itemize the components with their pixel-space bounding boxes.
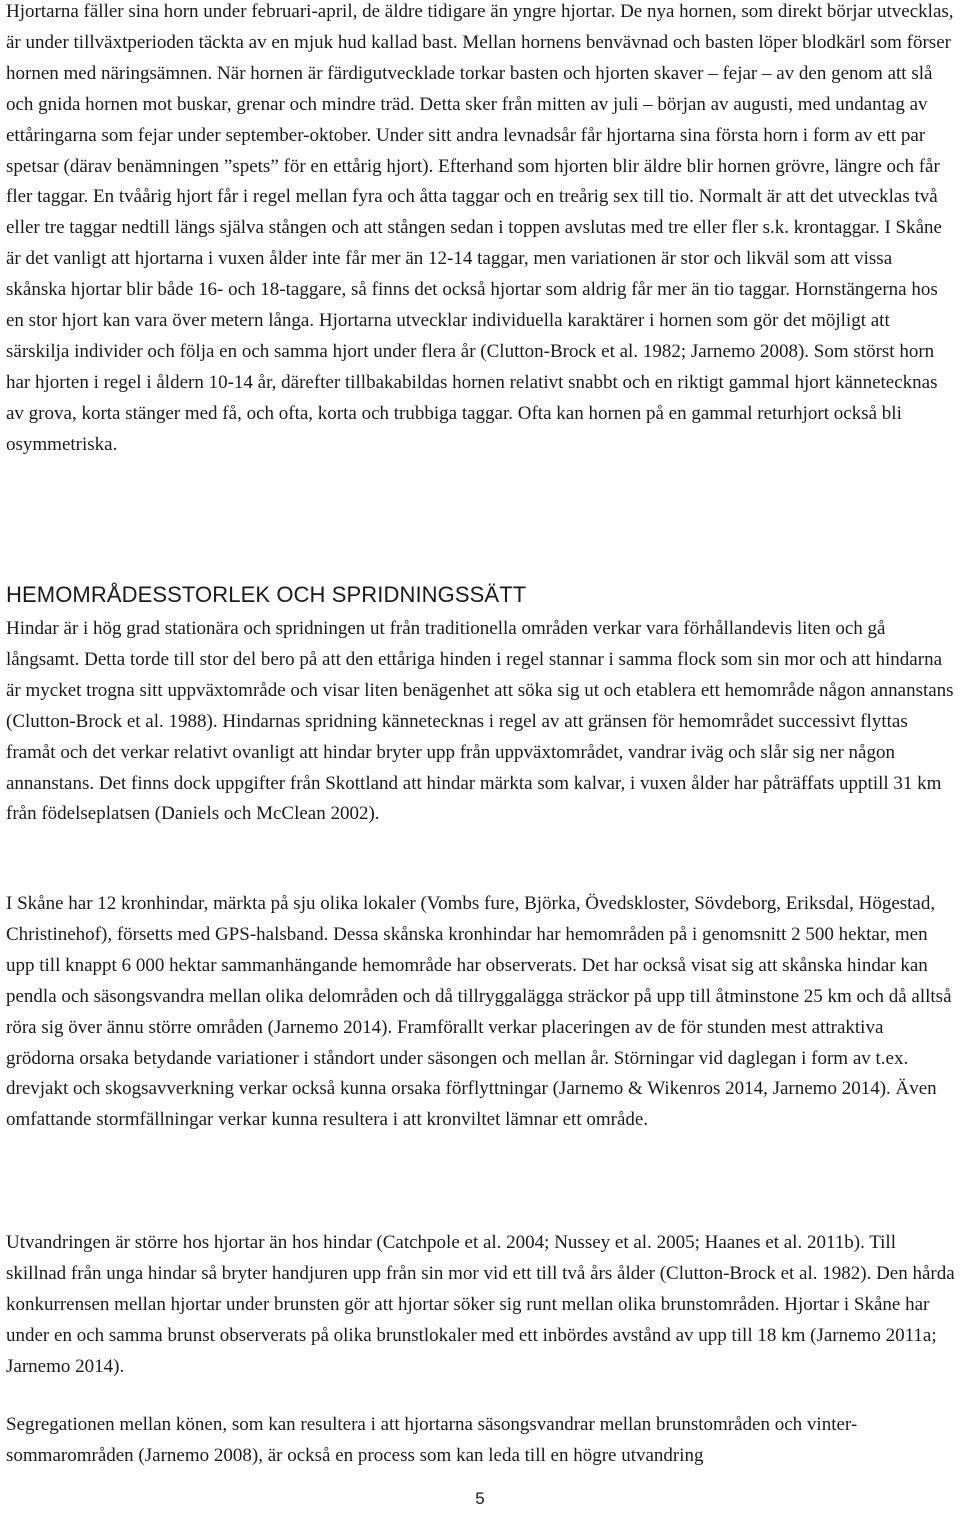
section-heading-home-range: HEMOMRÅDESSTORLEK OCH SPRIDNINGSSÄTT: [6, 582, 527, 607]
paragraph-skane-hinds: I Skåne har 12 kronhindar, märkta på sju olika lokaler (Vombs fure, Björka, Övedskloster, Sövdeborg, Eriksdal, Högestad, Christinehof), försetts med GPS-halsband. Dessa skånska kronhindar har hemområden på i genomsnitt 2 500 hektar, men upp till knappt 6 000 hektar sammanhängande hemområde har observerats. Det har också visat sig att skånska hindar kan pendla och säsongsvandra mellan olika delområden och då tillryggalägga sträckor på upp till åtminstone 25 km och då alltså röra sig över ännu större områden (Jarnemo 2014). Framförallt verkar placeringen av de för stunden mest attraktiva grödorna orsaka betydande variationer i ståndort under säsongen och mellan år. Störningar vid daglegan i form av t.ex. drevjakt och skogsavverkning verkar också kunna orsaka förflyttningar (Jarnemo & Wikenros 2014, Jarnemo 2014). Även omfattande stormfällningar verkar kunna resultera i att kronviltet lämnar ett område.: [6, 893, 952, 1131]
paragraph-sex-segregation: Segregationen mellan könen, som kan resultera i att hjortarna säsongsvandrar mellan brunstområden och vinter-sommarområden (Jarnemo 2008), är också en process som kan leda till en högre utvandring: [6, 1414, 858, 1466]
paragraph-hind-dispersal: Hindar är i hög grad stationära och spridningen ut från traditionella områden verkar vara förhållandevis liten och gå långsamt. Detta torde till stor del bero på att den ettåriga hinden i regel stannar i samma flock som sin mor och att hindarna är mycket trogna sitt uppväxtområde och visar liten benägenhet att söka sig ut och etablera ett hemområde någon annanstans (Clutton-Brock et al. 1988). Hindarnas spridning kännetecknas i regel av att gränsen för hemområdet successivt flyttas framåt och det verkar relativt ovanligt att hindar bryter upp från uppväxtområdet, vandrar iväg och slår sig ner någon annanstans. Det finns dock uppgifter från Skottland att hindar märkta som kalvar, i vuxen ålder har påträffats upptill 31 km från födelseplatsen (Daniels och McClean 2002).: [6, 618, 954, 825]
paragraph-antler-cycle: Hjortarna fäller sina horn under februari-april, de äldre tidigare än yngre hjortar. De nya hornen, som direkt börjar utvecklas, är under tillväxtperioden täckta av en mjuk hud kallad bast. Mellan hornens benvävnad och basten löper blodkärl som förser hornen med näringsämnen. När hornen är färdigutvecklade torkar basten och hjorten skaver – fejar – av den genom att slå och gnida hornen mot buskar, grenar och mindre träd. Detta sker från mitten av juli – början av augusti, med undantag av ettåringarna som fejar under september-oktober. Under sitt andra levnadsår får hjortarna sina första horn i form av ett par spetsar (därav benämningen ”spets” för en ettårig hjort). Efterhand som hjorten blir äldre blir hornen grövre, längre och får fler taggar. En tvåårig hjort får i regel mellan fyra och åtta taggar och en treårig sex till tio. Normalt är att det utvecklas två eller tre taggar nedtill längs själva stången och att stången sedan i toppen avslutas med tre eller fler s.k. krontaggar. I Skåne är det vanligt att hjortarna i vuxen ålder inte får mer än 12-14 taggar, men variationen är stor och likväl som att vissa skånska hjortar blir både 16- och 18-taggare, så finns det också hjortar som aldrig får mer än tio taggar. Hornstängerna hos en stor hjort kan vara över metern långa. Hjortarna utvecklar individuella karaktärer i hornen som gör det möjligt att särskilja individer och följa en och samma hjort under flera år (Clutton-Brock et al. 1982; Jarnemo 2008). Som störst horn har hjorten i regel i åldern 10-14 år, därefter tillbakabildas hornen relativt snabbt och en riktigt gammal hjort kännetecknas av grova, korta stänger med få, och ofta, korta och trubbiga taggar. Ofta kan hornen på en gammal returhjort också bli osymmetriska.: [6, 1, 954, 455]
page-number: 5: [475, 1489, 485, 1508]
paragraph-stag-emigration: Utvandringen är större hos hjortar än hos hindar (Catchpole et al. 2004; Nussey et al. 2005; Haanes et al. 2011b). Till skillnad från unga hindar så bryter handjuren upp från sin mor vid ett till två års ålder (Clutton-Brock et al. 1982). Den hårda konkurrensen mellan hjortar under brunsten gör att hjortar söker sig runt mellan olika brunstområden. Hjortar i Skåne har under en och samma brunst observerats på olika brunstlokaler med ett inbördes avstånd av upp till 18 km (Jarnemo 2011a; Jarnemo 2014).: [6, 1232, 955, 1377]
